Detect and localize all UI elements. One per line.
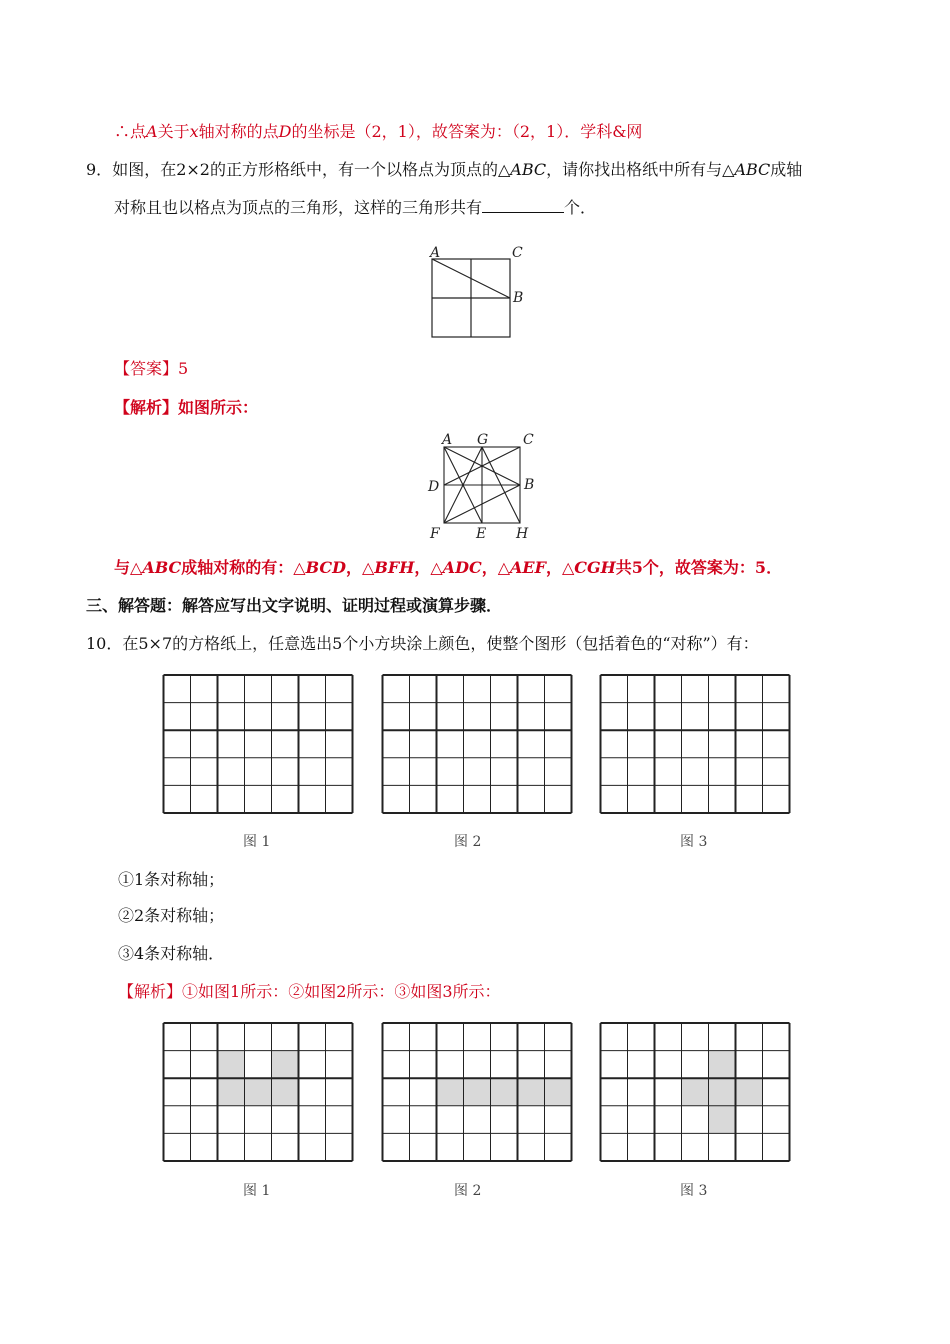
analysis-9-conclusion: [114, 557, 782, 579]
shaded-cell: [709, 1106, 736, 1134]
text-seg: 成轴对称的有：△: [181, 558, 306, 577]
triangle-name: ABC: [142, 558, 182, 577]
triangle-name: CGH: [574, 558, 616, 577]
shaded-cell: [682, 1078, 709, 1106]
label-a: A: [430, 245, 441, 261]
label-a: A: [442, 432, 453, 448]
text-seg: 与△: [114, 558, 143, 577]
shaded-cell: [736, 1078, 763, 1106]
option-1: ①1条对称轴；: [118, 870, 225, 889]
var-x: x: [189, 122, 199, 141]
shaded-cell: [464, 1078, 491, 1106]
answer-line: [114, 358, 188, 380]
var-d: D: [278, 122, 292, 141]
grid-caption: 图 1: [243, 1183, 271, 1199]
triangle-name: ADC: [442, 558, 482, 577]
figure-q9-solution: [420, 428, 550, 546]
answer-label: 【答案】: [114, 359, 179, 378]
analysis-9-heading: [114, 397, 258, 419]
grid-caption: 图 2: [454, 1183, 482, 1199]
shaded-cell: [245, 1078, 272, 1106]
analysis-10-line: [118, 981, 501, 1003]
shaded-cell: [545, 1078, 572, 1106]
solution-grid-2: [381, 1022, 573, 1162]
var-a: A: [146, 122, 158, 141]
section-3-heading: 三、解答题：解答应写出文字说明、证明过程或演算步骤．: [86, 596, 503, 615]
triangle-name: BFH: [374, 558, 415, 577]
question-10-line: [86, 633, 759, 655]
label-g: G: [477, 432, 489, 448]
triangle-name: ABC: [510, 160, 547, 179]
answer-blank: [482, 198, 564, 213]
question-9-line-2: [114, 197, 596, 219]
text-seg: 如图，在2×2的正方形格纸中，有一个以格点为顶点的△: [112, 160, 511, 179]
grid-caption: 图 3: [680, 1183, 708, 1199]
shaded-cell: [518, 1078, 545, 1106]
text-seg: 对称且也以格点为顶点的三角形，这样的三角形共有: [114, 198, 483, 217]
text-seg: 轴对称的点: [198, 122, 279, 141]
question-number: 9．: [86, 160, 113, 179]
solution-grid-3: [599, 1022, 791, 1162]
triangle-name: AEF: [510, 558, 546, 577]
shaded-cell: [218, 1051, 245, 1079]
label-f: F: [430, 526, 440, 542]
question-number: 10．: [86, 634, 123, 653]
text-seg: 个．: [564, 198, 597, 217]
shaded-cell: [218, 1078, 245, 1106]
text-seg: 共5个，故答案为：5．: [615, 558, 783, 577]
shaded-cell: [491, 1078, 518, 1106]
shaded-cell: [437, 1078, 464, 1106]
analysis-text: ①如图1所示：②如图2所示：③如图3所示：: [182, 982, 501, 1001]
text-seg: 的坐标是（2，1），故答案为：（2，1）．学科&网: [291, 122, 643, 141]
blank-grid-3: [599, 674, 791, 814]
label-b: B: [513, 290, 524, 306]
shaded-cell: [272, 1051, 299, 1079]
text-seg: ，△: [481, 558, 510, 577]
label-d: D: [428, 479, 440, 495]
grid-caption: 图 1: [243, 834, 271, 850]
question-text: 在5×7的方格纸上，任意选出5个小方块涂上颜色，使整个图形（包括着色的“对称”）有：: [122, 634, 759, 653]
label-h: H: [516, 526, 529, 542]
text-seg: 成轴: [770, 160, 803, 179]
text-seg: ∴点: [114, 122, 147, 141]
analysis-text: 如图所示：: [178, 398, 259, 417]
prev-answer-line: [114, 121, 642, 143]
option-2: ②2条对称轴；: [118, 906, 225, 925]
analysis-label: 【解析】: [114, 398, 179, 417]
label-c: C: [512, 245, 523, 261]
figure-q9-grid: [420, 240, 540, 340]
grid-caption: 图 3: [680, 834, 708, 850]
label-c: C: [523, 432, 534, 448]
option-3: ③4条对称轴．: [118, 944, 225, 963]
text-seg: ，△: [346, 558, 375, 577]
shaded-cell: [272, 1078, 299, 1106]
answer-value: 5: [178, 359, 189, 378]
blank-grid-2: [381, 674, 573, 814]
solution-grid-1: [162, 1022, 354, 1162]
grid-caption: 图 2: [454, 834, 482, 850]
shaded-cell: [709, 1078, 736, 1106]
text-seg: ，△: [545, 558, 575, 577]
label-e: E: [476, 526, 487, 542]
label-b: B: [524, 477, 535, 493]
blank-grid-1: [162, 674, 354, 814]
text-seg: ，请你找出格纸中所有与△: [546, 160, 735, 179]
triangle-name: BCD: [305, 558, 347, 577]
text-seg: ，△: [414, 558, 443, 577]
analysis-label: 【解析】: [118, 982, 183, 1001]
shaded-cell: [709, 1051, 736, 1079]
question-9-line-1: [86, 159, 802, 181]
triangle-name: ABC: [734, 160, 771, 179]
text-seg: 关于: [157, 122, 190, 141]
